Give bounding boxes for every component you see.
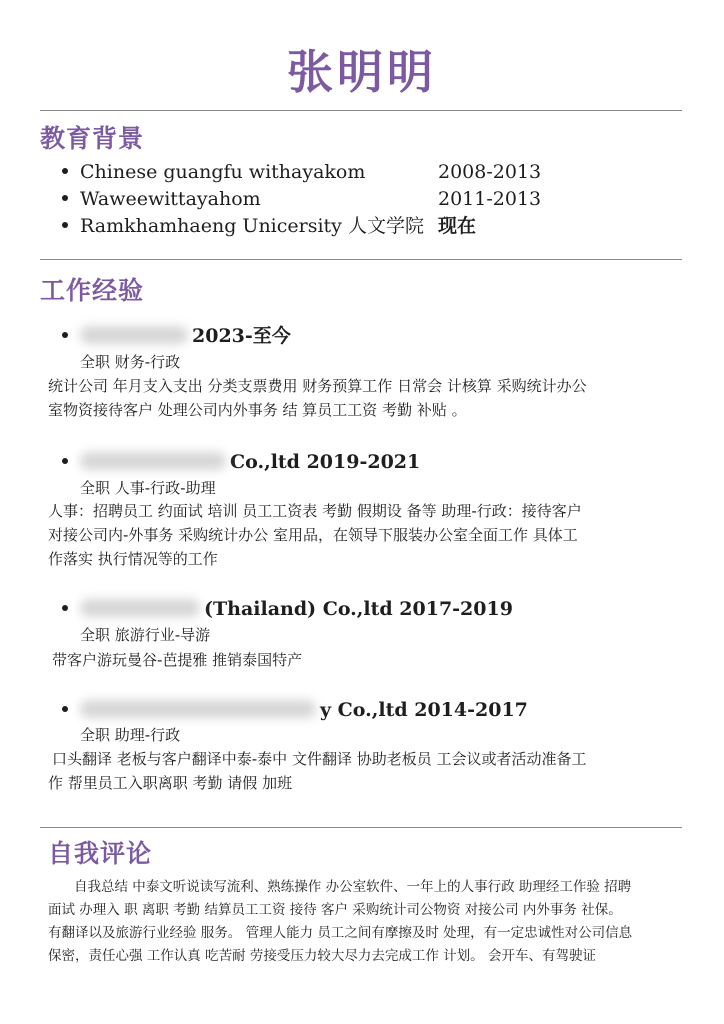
job-role: 全职 助理-行政 xyxy=(80,726,181,744)
job-title-text: 2023-至今 xyxy=(192,325,291,347)
redacted-company xyxy=(80,326,188,344)
job-role: 全职 人事-行政-助理 xyxy=(80,479,216,497)
job-role: 全职 旅游行业-导游 xyxy=(80,626,211,644)
self-review-line: 保密，责任心强 工作认真 吃苦耐 劳接受压力较大尽力去完成工作 计划。 会开车、有驾驶证 xyxy=(48,948,596,964)
bullet-icon xyxy=(62,458,68,464)
job-title xyxy=(62,596,513,622)
education-item xyxy=(62,160,542,184)
job-desc-line: 作落实 执行情况等的工作 xyxy=(48,550,218,568)
education-school: Ramkhamhaeng Unicersity 人文学院 xyxy=(80,215,424,237)
bullet-icon xyxy=(62,605,68,611)
self-review-heading: 自我评论 xyxy=(48,839,153,868)
education-school: Waweewittayahom xyxy=(80,188,261,210)
bullet-icon xyxy=(62,332,68,338)
bullet-icon xyxy=(62,706,68,712)
job-title xyxy=(62,449,420,475)
education-years: 2008-2013 xyxy=(438,161,542,183)
resume-name: 张明明 xyxy=(287,45,437,99)
education-divider xyxy=(40,259,682,260)
education-item xyxy=(62,187,542,211)
job-title xyxy=(62,323,291,349)
name-divider xyxy=(40,110,682,111)
redacted-company xyxy=(80,599,200,617)
education-years: 现在 xyxy=(438,215,477,237)
bullet-icon xyxy=(62,222,68,228)
bullet-icon xyxy=(62,168,68,174)
job-desc-line: 作 帮里员工入职离职 考勤 请假 加班 xyxy=(48,774,293,792)
job-desc-line: 对接公司内-外事务 采购统计办公 室用品，在领导下服装办公室全面工作 具体工 xyxy=(48,526,578,544)
job-desc-line: 带客户游玩曼谷-芭提雅 推销泰国特产 xyxy=(52,651,303,669)
bullet-icon xyxy=(62,195,68,201)
job-title-text: (Thailand) Co.,ltd 2017-2019 xyxy=(204,598,513,620)
job-desc-line: 统计公司 年月支入支出 分类支票费用 财务预算工作 日常会 计核算 采购统计办公 xyxy=(48,377,587,395)
redacted-company xyxy=(80,452,226,470)
education-school: Chinese guangfu withayakom xyxy=(80,161,366,183)
job-role: 全职 财务-行政 xyxy=(80,353,181,371)
self-review-line: 面试 办理入 职 离职 考勤 结算员工工资 接待 客户 采购统计司公物资 对接公司 内外事务 社保。 xyxy=(48,902,622,918)
education-heading: 教育背景 xyxy=(40,124,145,153)
work-divider xyxy=(40,827,682,828)
redacted-company xyxy=(80,700,316,718)
education-item xyxy=(62,214,477,238)
job-title-text: Co.,ltd 2019-2021 xyxy=(230,451,421,473)
job-desc-line: 口头翻译 老板与客户翻译中泰-泰中 文件翻译 协助老板员 工会议或者活动准备工 xyxy=(52,750,587,768)
job-desc-line: 人事：招聘员工 约面试 培训 员工工资表 考勤 假期设 备等 助理-行政：接待客户 xyxy=(48,502,582,520)
education-years: 2011-2013 xyxy=(438,188,542,210)
job-title xyxy=(62,697,528,723)
self-review-line: 自我总结 中泰文听说读写流利、熟练操作 办公室软件、一年上的人事行政 助理经工作验 招聘 xyxy=(74,879,632,895)
job-title-text: y Co.,ltd 2014-2017 xyxy=(320,699,528,721)
self-review-line: 有翻译以及旅游行业经验 服务。 管理人能力 员工之间有摩擦及时 处理，有一定忠诚性对公司信息 xyxy=(48,925,633,941)
work-heading: 工作经验 xyxy=(40,276,145,305)
job-desc-line: 室物资接待客户 处理公司内外事务 结 算员工工资 考勤 补贴 。 xyxy=(48,401,467,419)
